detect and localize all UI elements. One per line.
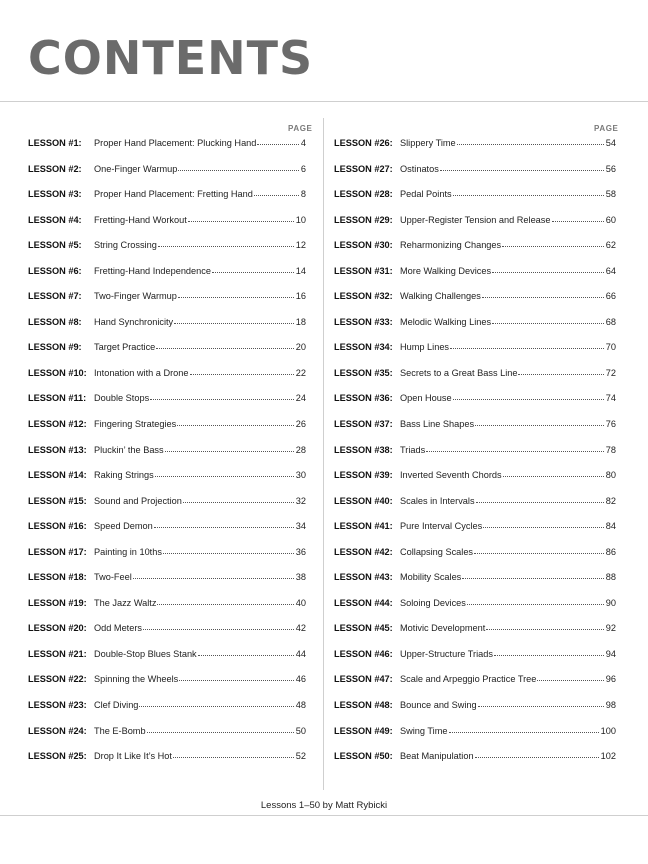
lesson-number: LESSON #43: <box>334 572 393 583</box>
toc-entry <box>334 547 616 573</box>
lesson-title: Odd Meters <box>94 623 142 634</box>
lesson-number: LESSON #46: <box>334 648 393 659</box>
lesson-number: LESSON #21: <box>28 648 87 659</box>
page-number: 84 <box>605 521 616 532</box>
toc-entry <box>334 751 616 777</box>
toc-entry <box>28 547 306 573</box>
lesson-title: Mobility Scales <box>400 572 462 583</box>
page-number: 30 <box>295 470 306 481</box>
dot-leader <box>426 451 604 452</box>
toc-entry <box>28 572 306 598</box>
lesson-title: Open House <box>400 393 452 404</box>
page-number: 52 <box>295 751 306 762</box>
toc-entry <box>334 445 616 471</box>
dot-leader <box>450 348 604 349</box>
toc-entry <box>28 291 306 317</box>
lesson-number: LESSON #32: <box>334 291 393 302</box>
page-number: 10 <box>295 214 306 225</box>
lesson-number: LESSON #31: <box>334 265 393 276</box>
lesson-number: LESSON #20: <box>28 623 87 634</box>
toc-entry <box>28 623 306 649</box>
toc-entry <box>334 598 616 624</box>
page-number: 32 <box>295 495 306 506</box>
dot-leader <box>139 706 293 707</box>
lesson-number: LESSON #7: <box>28 291 82 302</box>
toc-right-column <box>334 138 616 777</box>
toc-entry <box>28 215 306 241</box>
dot-leader <box>147 732 294 733</box>
page-number: 94 <box>605 648 616 659</box>
lesson-title: One-Finger Warmup <box>94 163 178 174</box>
dot-leader <box>494 655 604 656</box>
page-number: 76 <box>605 419 616 430</box>
lesson-number: LESSON #45: <box>334 623 393 634</box>
dot-leader <box>457 144 604 145</box>
page-number: 66 <box>605 291 616 302</box>
dot-leader <box>133 578 294 579</box>
page-number: 98 <box>605 700 616 711</box>
lesson-title: Proper Hand Placement: Plucking Hand <box>94 138 257 148</box>
page-number: 90 <box>605 597 616 608</box>
page-number: 100 <box>600 725 616 736</box>
dot-leader <box>183 502 294 503</box>
lesson-title: The Jazz Waltz <box>94 597 157 608</box>
lesson-title: Two-Feel <box>94 572 132 583</box>
page-number: 22 <box>295 367 306 378</box>
lesson-number: LESSON #24: <box>28 725 87 736</box>
dot-leader <box>453 195 604 196</box>
lesson-title: Upper-Register Tension and Release <box>400 214 551 225</box>
page-number: 14 <box>295 265 306 276</box>
lesson-number: LESSON #30: <box>334 240 393 251</box>
toc-entry <box>334 623 616 649</box>
dot-leader <box>475 757 599 758</box>
lesson-title: Scale and Arpeggio Practice Tree <box>400 674 537 685</box>
lesson-title: Pluckin’ the Bass <box>94 444 164 455</box>
lesson-title: Hand Synchronicity <box>94 316 174 327</box>
page-number: 86 <box>605 546 616 557</box>
toc-entry <box>334 700 616 726</box>
page-column-header-left: PAGE <box>288 124 313 133</box>
lesson-number: LESSON #9: <box>28 342 82 353</box>
toc-entry <box>28 368 306 394</box>
dot-leader <box>453 399 604 400</box>
dot-leader <box>467 604 604 605</box>
dot-leader <box>483 527 604 528</box>
toc-entry <box>334 317 616 343</box>
lesson-title: Pure Interval Cycles <box>400 521 483 532</box>
lesson-title: Slippery Time <box>400 138 456 148</box>
dot-leader <box>143 629 294 630</box>
lesson-title: Painting in 10ths <box>94 546 162 557</box>
page-number: 48 <box>295 700 306 711</box>
page-number: 16 <box>295 291 306 302</box>
page-number: 20 <box>295 342 306 353</box>
top-divider <box>0 101 648 102</box>
dot-leader <box>163 553 294 554</box>
lesson-title: Two-Finger Warmup <box>94 291 177 302</box>
dot-leader <box>518 374 603 375</box>
toc-entry <box>28 598 306 624</box>
lesson-title: Bass Line Shapes <box>400 419 475 430</box>
lesson-number: LESSON #6: <box>28 265 82 276</box>
toc-entry <box>28 317 306 343</box>
toc-entry <box>334 419 616 445</box>
lesson-number: LESSON #41: <box>334 521 393 532</box>
lesson-title: Walking Challenges <box>400 291 481 302</box>
lesson-title: Reharmonizing Changes <box>400 240 502 251</box>
page-number: 18 <box>295 316 306 327</box>
column-divider <box>323 118 324 790</box>
page-number: 68 <box>605 316 616 327</box>
toc-entry <box>28 342 306 368</box>
lesson-number: LESSON #8: <box>28 316 82 327</box>
lesson-number: LESSON #22: <box>28 674 87 685</box>
page-number: 96 <box>605 674 616 685</box>
dot-leader <box>188 221 294 222</box>
lesson-number: LESSON #33: <box>334 316 393 327</box>
lesson-number: LESSON #28: <box>334 189 393 200</box>
dot-leader <box>475 425 604 426</box>
lesson-number: LESSON #12: <box>28 419 87 430</box>
page-number: 82 <box>605 495 616 506</box>
dot-leader <box>177 425 294 426</box>
page-number: 80 <box>605 470 616 481</box>
lesson-number: LESSON #26: <box>334 138 393 148</box>
page-number: 36 <box>295 546 306 557</box>
lesson-number: LESSON #18: <box>28 572 87 583</box>
lesson-title: Drop It Like It’s Hot <box>94 751 172 762</box>
toc-entry <box>334 572 616 598</box>
toc-entry <box>28 726 306 752</box>
toc-entry <box>28 751 306 777</box>
lesson-title: Fretting-Hand Independence <box>94 265 211 276</box>
toc-entry <box>28 240 306 266</box>
dot-leader <box>486 629 603 630</box>
toc-entry <box>28 674 306 700</box>
lesson-number: LESSON #39: <box>334 470 393 481</box>
lesson-title: Swing Time <box>400 725 448 736</box>
toc-entry <box>28 138 306 164</box>
page-number: 42 <box>295 623 306 634</box>
dot-leader <box>179 680 293 681</box>
lesson-title: Beat Manipulation <box>400 751 474 762</box>
lesson-title: The E-Bomb <box>94 725 146 736</box>
lesson-title: Hump Lines <box>400 342 450 353</box>
toc-entry <box>334 393 616 419</box>
lesson-number: LESSON #37: <box>334 419 393 430</box>
lesson-number: LESSON #27: <box>334 163 393 174</box>
dot-leader <box>257 144 298 145</box>
lesson-title: Collapsing Scales <box>400 546 474 557</box>
page-number: 40 <box>295 597 306 608</box>
lesson-number: LESSON #16: <box>28 521 87 532</box>
footer-credit: Lessons 1–50 by Matt Rybicki <box>260 800 388 811</box>
lesson-number: LESSON #23: <box>28 700 87 711</box>
dot-leader <box>492 272 604 273</box>
page-number: 44 <box>295 648 306 659</box>
lesson-number: LESSON #3: <box>28 189 82 200</box>
dot-leader <box>212 272 294 273</box>
page-title: CONTENTS <box>28 31 314 85</box>
page-number: 26 <box>295 419 306 430</box>
toc-entry <box>334 342 616 368</box>
lesson-number: LESSON #35: <box>334 367 393 378</box>
page-number: 56 <box>605 163 616 174</box>
page-number: 58 <box>605 189 616 200</box>
dot-leader <box>552 221 604 222</box>
lesson-number: LESSON #13: <box>28 444 87 455</box>
toc-entry <box>334 189 616 215</box>
toc-entry <box>334 521 616 547</box>
page-number: 92 <box>605 623 616 634</box>
lesson-number: LESSON #34: <box>334 342 393 353</box>
toc-entry <box>28 445 306 471</box>
lesson-number: LESSON #44: <box>334 597 393 608</box>
page-number: 64 <box>605 265 616 276</box>
page-number: 12 <box>295 240 306 251</box>
dot-leader <box>462 578 603 579</box>
dot-leader <box>158 246 294 247</box>
toc-entry <box>334 240 616 266</box>
lesson-title: Soloing Devices <box>400 597 466 608</box>
lesson-title: Ostinatos <box>400 163 439 174</box>
page-number: 38 <box>295 572 306 583</box>
lesson-number: LESSON #15: <box>28 495 87 506</box>
lesson-number: LESSON #42: <box>334 546 393 557</box>
toc-entry <box>28 419 306 445</box>
lesson-title: Scales in Intervals <box>400 495 475 506</box>
lesson-number: LESSON #11: <box>28 393 87 404</box>
dot-leader <box>165 451 294 452</box>
lesson-title: Target Practice <box>94 342 156 353</box>
toc-entry <box>334 726 616 752</box>
lesson-title: Fingering Strategies <box>94 419 177 430</box>
dot-leader <box>254 195 299 196</box>
page-number: 102 <box>600 751 616 762</box>
toc-entry <box>28 189 306 215</box>
lesson-title: Secrets to a Great Bass Line <box>400 367 518 378</box>
page-number: 8 <box>300 189 306 200</box>
lesson-number: LESSON #40: <box>334 495 393 506</box>
toc-entry <box>334 649 616 675</box>
dot-leader <box>178 170 298 171</box>
toc-entry <box>28 521 306 547</box>
lesson-title: Bounce and Swing <box>400 700 477 711</box>
toc-left-column <box>28 138 306 777</box>
toc-entry <box>28 266 306 292</box>
lesson-title: Clef Diving <box>94 700 139 711</box>
lesson-number: LESSON #25: <box>28 751 87 762</box>
dot-leader <box>157 604 293 605</box>
lesson-title: String Crossing <box>94 240 157 251</box>
lesson-number: LESSON #10: <box>28 367 87 378</box>
lesson-number: LESSON #1: <box>28 138 82 148</box>
bottom-divider <box>0 815 648 816</box>
page-number: 88 <box>605 572 616 583</box>
page-number: 60 <box>605 214 616 225</box>
page-number: 72 <box>605 367 616 378</box>
page-number: 6 <box>300 163 306 174</box>
dot-leader <box>449 732 599 733</box>
lesson-title: Intonation with a Drone <box>94 367 189 378</box>
page-number: 28 <box>295 444 306 455</box>
lesson-title: Double-Stop Blues Stank <box>94 648 197 659</box>
toc-entry <box>28 470 306 496</box>
dot-leader <box>492 323 604 324</box>
page-number: 24 <box>295 393 306 404</box>
lesson-title: Pedal Points <box>400 189 452 200</box>
lesson-title: Triads <box>400 444 426 455</box>
lesson-number: LESSON #38: <box>334 444 393 455</box>
dot-leader <box>503 476 604 477</box>
lesson-number: LESSON #29: <box>334 214 393 225</box>
lesson-number: LESSON #17: <box>28 546 87 557</box>
toc-entry <box>334 291 616 317</box>
dot-leader <box>482 297 604 298</box>
lesson-title: Fretting-Hand Workout <box>94 214 187 225</box>
toc-entry <box>334 266 616 292</box>
toc-entry <box>28 649 306 675</box>
dot-leader <box>190 374 294 375</box>
lesson-number: LESSON #4: <box>28 214 82 225</box>
lesson-number: LESSON #49: <box>334 725 393 736</box>
dot-leader <box>173 757 294 758</box>
page-number: 4 <box>300 138 306 148</box>
toc-entry <box>334 496 616 522</box>
lesson-number: LESSON #5: <box>28 240 82 251</box>
toc-entry <box>28 496 306 522</box>
dot-leader <box>474 553 604 554</box>
lesson-title: Double Stops <box>94 393 150 404</box>
page-number: 78 <box>605 444 616 455</box>
toc-entry <box>28 164 306 190</box>
toc-entry <box>28 700 306 726</box>
dot-leader <box>174 323 294 324</box>
lesson-number: LESSON #36: <box>334 393 393 404</box>
page-number: 54 <box>605 138 616 148</box>
lesson-number: LESSON #50: <box>334 751 393 762</box>
lesson-title: More Walking Devices <box>400 265 492 276</box>
lesson-title: Spinning the Wheels <box>94 674 179 685</box>
dot-leader <box>476 502 604 503</box>
dot-leader <box>478 706 604 707</box>
lesson-title: Upper-Structure Triads <box>400 648 493 659</box>
dot-leader <box>178 297 294 298</box>
lesson-number: LESSON #19: <box>28 597 87 608</box>
dot-leader <box>150 399 294 400</box>
dot-leader <box>440 170 604 171</box>
lesson-number: LESSON #14: <box>28 470 87 481</box>
dot-leader <box>156 348 293 349</box>
lesson-title: Inverted Seventh Chords <box>400 470 502 481</box>
page-number: 46 <box>295 674 306 685</box>
lesson-number: LESSON #2: <box>28 163 82 174</box>
dot-leader <box>154 527 294 528</box>
toc-entry <box>28 393 306 419</box>
toc-entry <box>334 674 616 700</box>
toc-entry <box>334 368 616 394</box>
toc-entry <box>334 215 616 241</box>
dot-leader <box>502 246 604 247</box>
page-number: 34 <box>295 521 306 532</box>
dot-leader <box>198 655 294 656</box>
dot-leader <box>537 680 603 681</box>
page-number: 74 <box>605 393 616 404</box>
page-column-header-right: PAGE <box>594 124 619 133</box>
page-number: 70 <box>605 342 616 353</box>
lesson-title: Speed Demon <box>94 521 153 532</box>
toc-entry <box>334 138 616 164</box>
toc-entry <box>334 164 616 190</box>
dot-leader <box>155 476 294 477</box>
lesson-number: LESSON #48: <box>334 700 393 711</box>
lesson-title: Proper Hand Placement: Fretting Hand <box>94 189 253 200</box>
lesson-title: Sound and Projection <box>94 495 182 506</box>
lesson-title: Melodic Walking Lines <box>400 316 492 327</box>
page-number: 50 <box>295 725 306 736</box>
page-number: 62 <box>605 240 616 251</box>
lesson-number: LESSON #47: <box>334 674 393 685</box>
lesson-title: Motivic Development <box>400 623 486 634</box>
lesson-title: Raking Strings <box>94 470 154 481</box>
toc-entry <box>334 470 616 496</box>
